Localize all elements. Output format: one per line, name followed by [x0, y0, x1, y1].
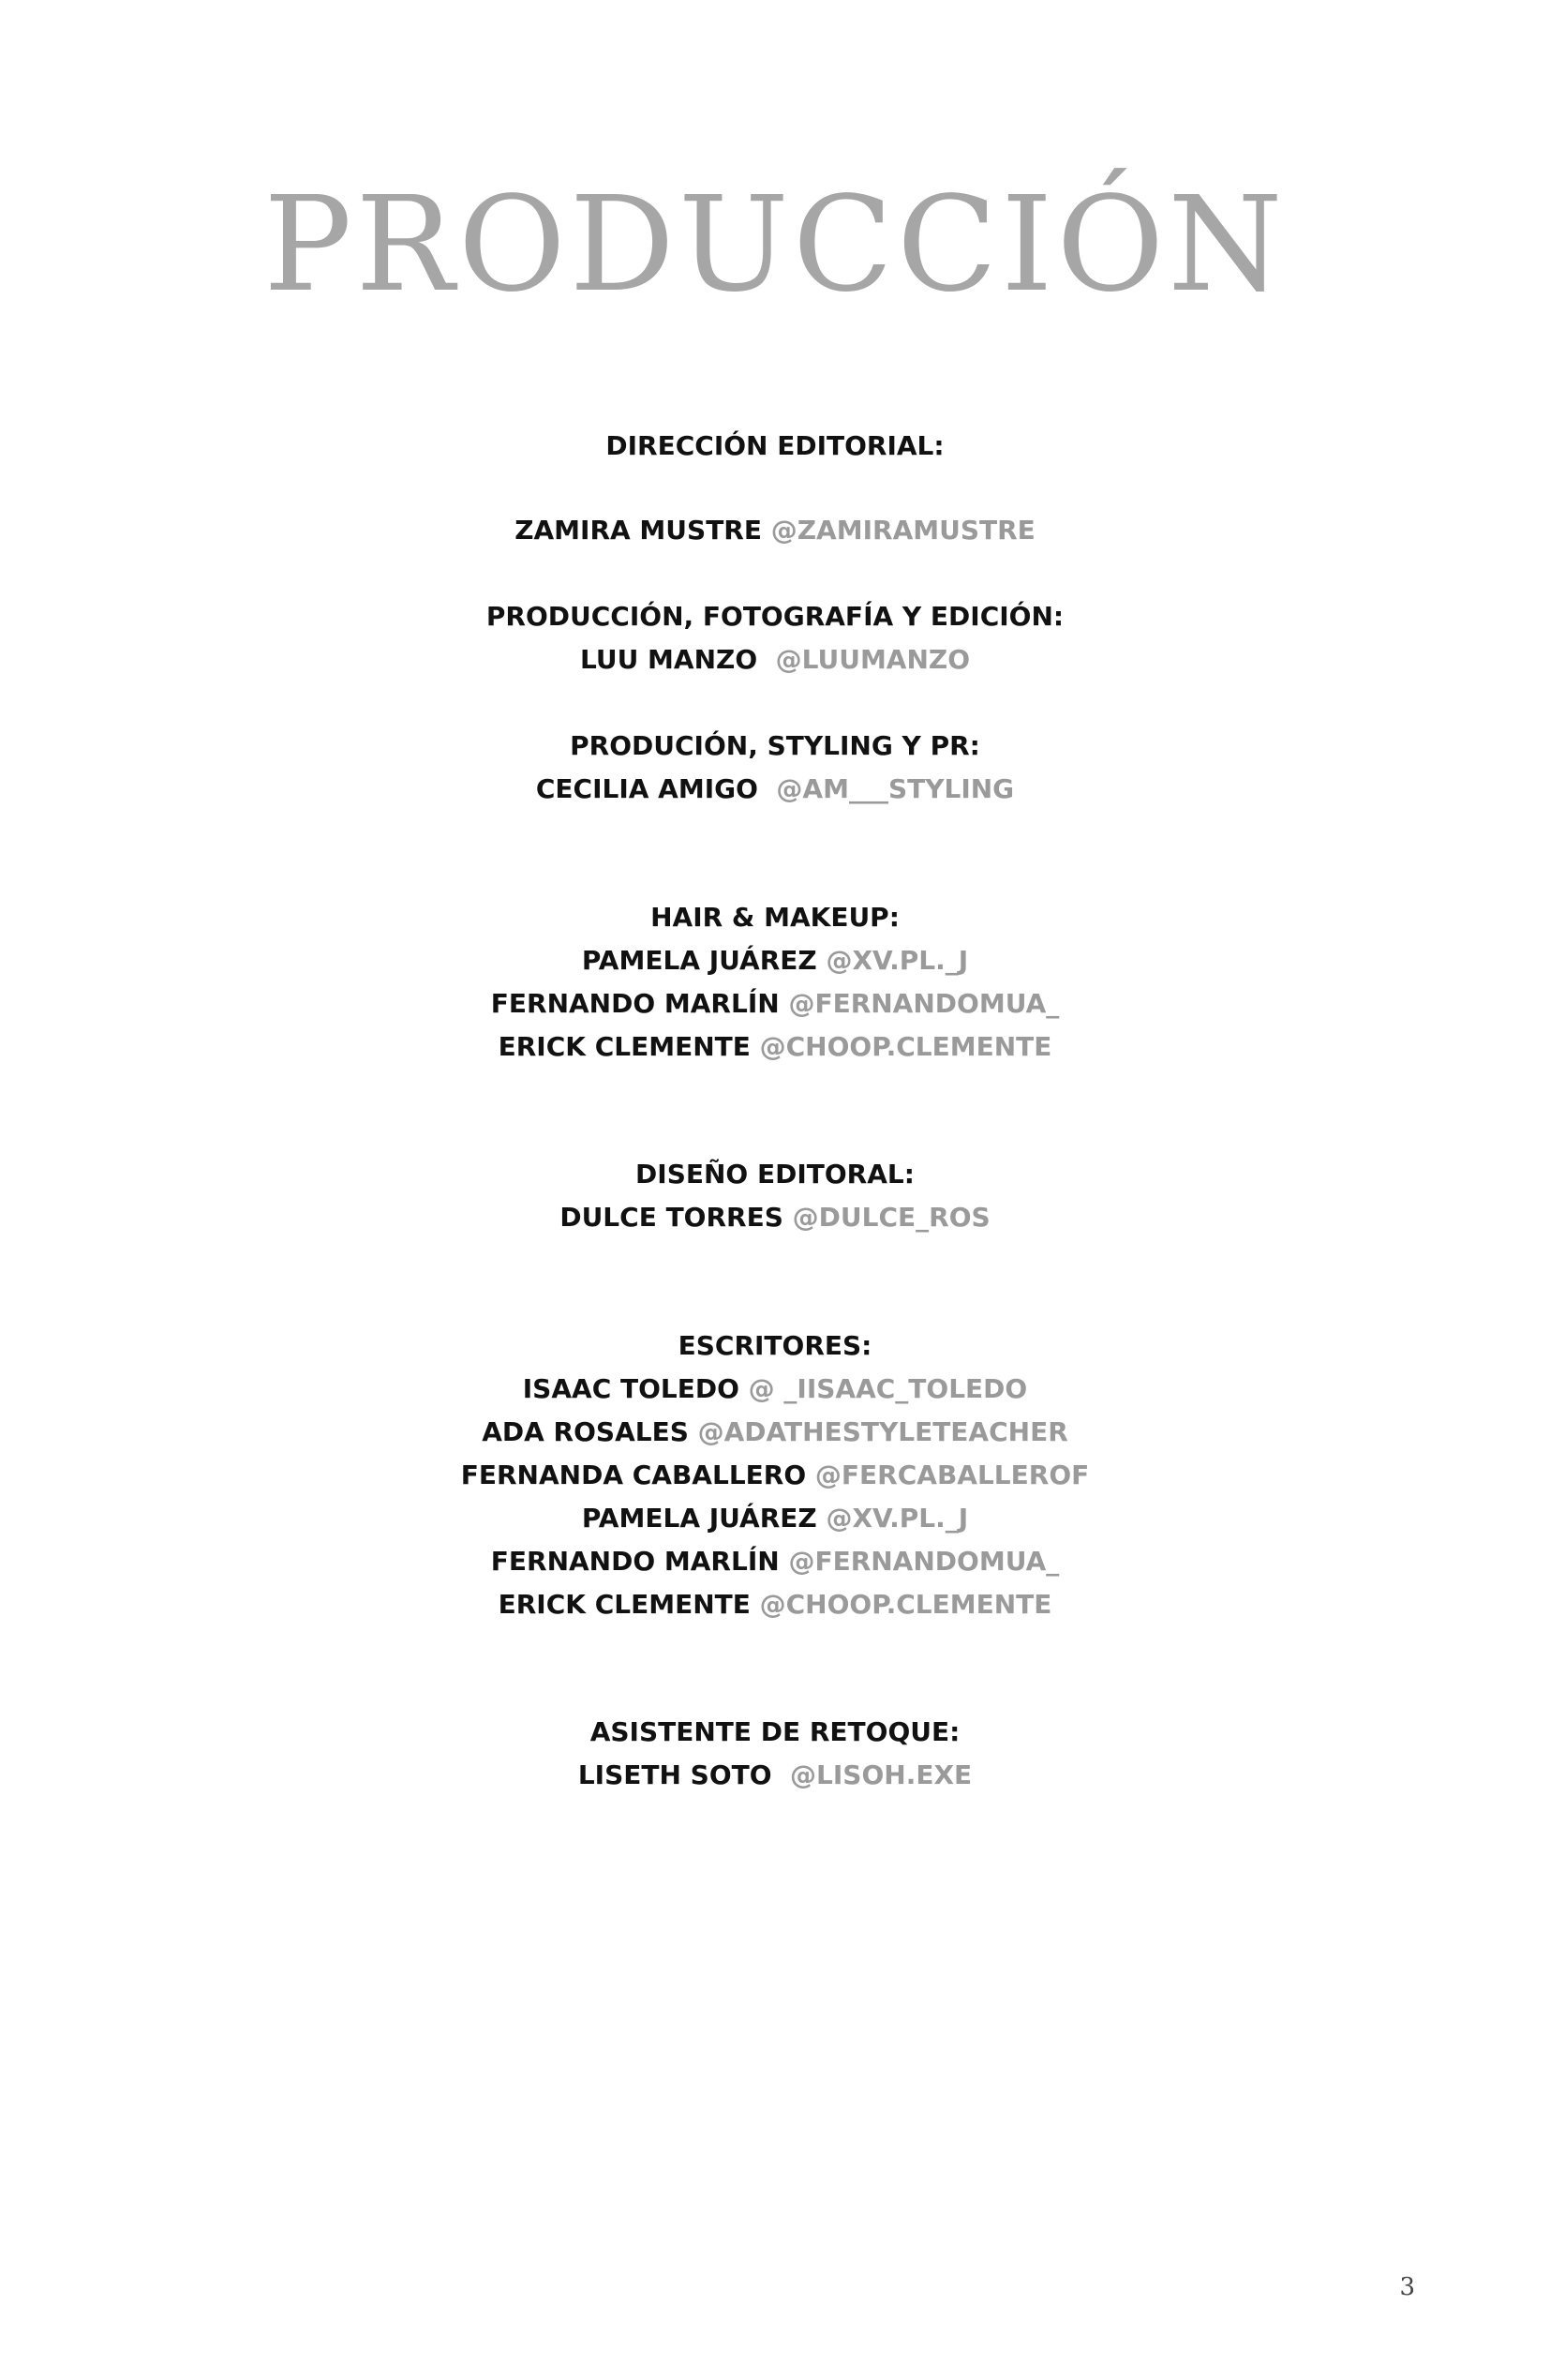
credit-name: ERICK CLEMENTE — [498, 1031, 751, 1062]
credit-handle: @ADATHESTYLETEACHER — [697, 1416, 1068, 1447]
page-number: 3 — [1399, 2273, 1415, 2301]
credit-name: FERNANDO MARLÍN — [490, 988, 780, 1019]
credit-handle: @AM___STYLING — [776, 773, 1015, 804]
section-heading-editorial-direction: DIRECCIÓN EDITORIAL: — [605, 430, 945, 461]
credit-name: ERICK CLEMENTE — [498, 1589, 751, 1620]
credit-name: FERNANDO MARLÍN — [490, 1546, 780, 1577]
credit-name: LUU MANZO — [579, 644, 758, 675]
page-title: PRODUCCIÓN — [263, 169, 1287, 322]
credit-name: PAMELA JUÁREZ — [581, 1503, 817, 1534]
credit-line — [0, 1414, 1550, 1451]
credit-handle: @FERCABALLEROF — [814, 1459, 1090, 1490]
credit-line — [0, 1370, 1550, 1408]
credit-line — [0, 1457, 1550, 1494]
credit-line — [0, 1500, 1550, 1537]
credit-handle: @LISOH.EXE — [790, 1759, 973, 1790]
section-heading-photography: PRODUCCIÓN, FOTOGRAFÍA Y EDICIÓN: — [485, 601, 1065, 632]
credit-line — [0, 1028, 1550, 1066]
credit-name: DULCE TORRES — [559, 1202, 783, 1233]
credit-name: CECILIA AMIGO — [535, 773, 758, 804]
credit-handle: @ _IISAAC_TOLEDO — [748, 1373, 1028, 1404]
credit-line — [0, 641, 1550, 679]
credit-handle: @FERNANDOMUA_ — [788, 1546, 1060, 1577]
credit-handle: @XV.PL._J — [826, 945, 969, 976]
credit-line — [0, 1757, 1550, 1794]
credit-name: FERNANDA CABALLERO — [460, 1459, 807, 1490]
credit-line — [0, 1586, 1550, 1624]
credit-line — [0, 771, 1550, 808]
credit-handle: @FERNANDOMUA_ — [788, 988, 1060, 1019]
section-heading-hair-makeup: HAIR & MAKEUP: — [650, 902, 900, 933]
credit-name: ISAAC TOLEDO — [522, 1373, 739, 1404]
credit-handle: @LUUMANZO — [775, 644, 971, 675]
credit-name: LISETH SOTO — [577, 1759, 772, 1790]
credit-line — [0, 942, 1550, 980]
credit-line — [0, 1199, 1550, 1236]
credit-name: ADA ROSALES — [482, 1416, 689, 1447]
credit-line — [0, 1543, 1550, 1580]
credit-handle: @ZAMIRAMUSTRE — [770, 515, 1036, 546]
section-heading-retouch: ASISTENTE DE RETOQUE: — [589, 1716, 961, 1747]
credit-handle: @CHOOP.CLEMENTE — [759, 1031, 1052, 1062]
credit-handle: @DULCE_ROS — [792, 1202, 991, 1233]
section-heading-writers: ESCRITORES: — [678, 1330, 872, 1361]
credit-line — [0, 985, 1550, 1023]
section-heading-styling: PRODUCIÓN, STYLING Y PR: — [570, 730, 980, 761]
credit-line — [0, 512, 1550, 549]
credit-name: ZAMIRA MUSTRE — [514, 515, 762, 546]
credit-handle: @CHOOP.CLEMENTE — [759, 1589, 1052, 1620]
credit-name: PAMELA JUÁREZ — [581, 945, 817, 976]
credit-handle: @XV.PL._J — [826, 1503, 969, 1534]
section-heading-design: DISEÑO EDITORAL: — [635, 1159, 915, 1190]
